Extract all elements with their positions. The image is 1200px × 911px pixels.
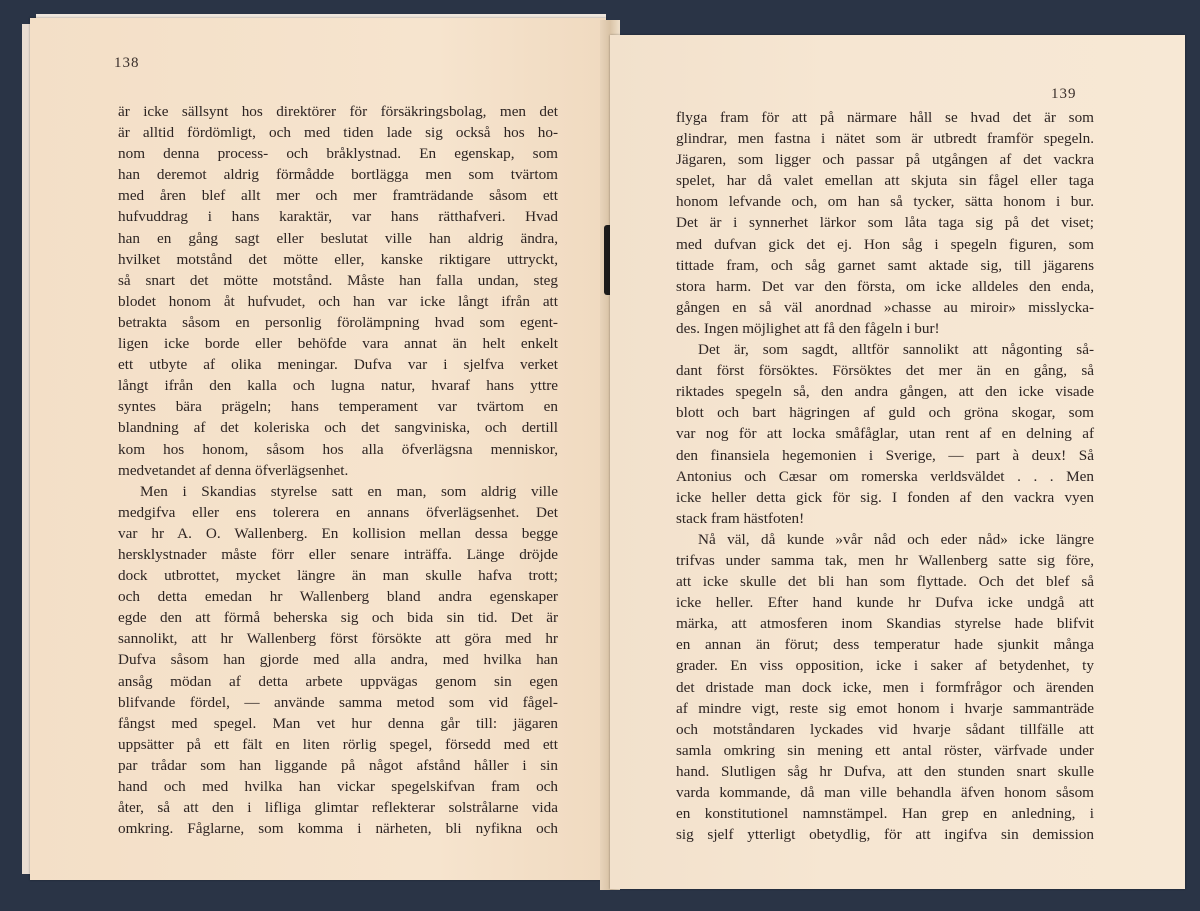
text-line: af mindre vigt, reste sig emot honom i hvarje sammanträde: [676, 699, 1094, 717]
text-line: blandning af det koleriska och det sangviniska, och dertill: [118, 419, 558, 437]
text-line: den finansiela hegemonien i Sverige, — part à deux! Så: [676, 446, 1094, 464]
text-line: Det är i synnerhet lärkor som låta taga sig på det viset;: [676, 214, 1094, 232]
text-line: ansåg mödan af detta arbete uppvägas genom sin egen: [118, 672, 558, 690]
text-line: att icke skulle det bli han som flyttade. Och det blef så: [676, 573, 1094, 591]
text-line: betrakta såsom en personlig förolämpning hvad som egent-: [118, 313, 558, 331]
text-line: sannolikt, att hr Wallenberg först försökte att göra med hr: [118, 630, 558, 648]
text-line: samla omkring sin mening ett antal röster, värfvade under: [676, 741, 1094, 759]
text-line: stora harm. Det var den första, om icke alldeles den enda,: [676, 277, 1094, 295]
text-line: medgifva eller ens tolerera en annans öfverlägsenhet. Det: [118, 503, 558, 521]
text-line: spelet, har då valet emellan att skjuta sin fågel eller taga: [676, 172, 1094, 190]
text-line: han en gång sagt eller beslutat ville han aldrig ändra,: [118, 229, 558, 247]
text-line: hvilket motstånd det mötte eller, kanske riktigare uttryckt,: [118, 250, 558, 268]
text-line: Det är, som sagdt, alltför sannolikt att någonting så-: [698, 341, 1094, 359]
text-line: åter, så att den i lifliga glimtar reflekterar solstrålarne vida: [118, 799, 558, 817]
text-line: Nå väl, då kunde »vår nåd och eder nåd» icke längre: [698, 530, 1094, 548]
text-line: glindrar, men fastna i nätet som är utbredt framför spegeln.: [676, 130, 1094, 148]
text-line: hufvuddrag i hans karaktär, var hans rätthafveri. Hvad: [118, 208, 558, 226]
text-line: Jägaren, som ligger och passar på utgången af det vackra: [676, 151, 1094, 169]
text-line: Antonius och Cæsar om romerska verldsväldet . . . Men: [676, 467, 1094, 485]
text-line: egde den att förmå beherska sig och bida sin tid. Det är: [118, 609, 558, 627]
text-line: flyga fram för att på närmare håll se hvad det är som: [676, 109, 1094, 126]
text-line: grader. En viss opposition, icke i saker af betydenhet, ty: [676, 657, 1094, 675]
text-line: blifvande fördel, — använde samma metod som vid fågel-: [118, 693, 558, 711]
left-page-text: [118, 101, 558, 839]
text-line: sig sjelf ytterligt obetydlig, för att ingifva sin demission: [676, 826, 1094, 844]
text-line: icke heller detta gick för sig. I fonden af den vackra vyen: [676, 488, 1094, 506]
text-line: par trådar som han liggande på något afstånd håller i sin: [118, 756, 558, 774]
text-line: omkring. Fåglarne, som komma i närheten, bli nyfikna och: [118, 820, 558, 838]
text-line: är icke sällsynt hos direktörer för försäkringsbolag, men det: [118, 103, 558, 120]
text-line: ett utbyte af olika meningar. Dufva var i sjelfva verket: [118, 356, 558, 374]
text-line: medvetandet af denna öfverlägsenhet.: [118, 461, 349, 479]
page-number-right: 139: [1051, 86, 1077, 102]
text-line: gången en så väl anordnad »chasse au miroir» misslycka-: [676, 298, 1094, 316]
text-line: icke heller. Efter hand kunde hr Dufva icke undgå att: [676, 594, 1094, 612]
text-line: fångst med spegel. Man vet hur denna går till: jägaren: [118, 714, 558, 732]
text-line: tittade fram, och såg garnet samt aktade sig, till jägarens: [676, 256, 1094, 274]
text-line: var nog för att locka småfåglar, utan rent af en delning af: [676, 425, 1094, 443]
text-line: nom denna process- och bråklystnad. En egenskap, som: [118, 145, 558, 163]
text-line: med dufvan gick det ej. Hon såg i spegeln figuren, som: [676, 235, 1094, 253]
text-line: hersklystnader måste förr eller senare inträffa. Länge dröjde: [118, 545, 558, 563]
right-page-text: [676, 107, 1094, 845]
page-number-left: 138: [114, 55, 140, 71]
text-line: är alltid fördömligt, och med tiden lade sig också hos ho-: [118, 124, 558, 142]
text-line: hand. Slutligen såg hr Dufva, att den stunden snart skulle: [676, 762, 1094, 780]
text-line: uppsätter på ett fält en liten rörlig spegel, försedd med ett: [118, 735, 558, 753]
left-page-edge: [22, 24, 30, 874]
text-line: des. Ingen möjlighet att få den fågeln i bur!: [676, 319, 940, 337]
text-line: han deremot aldrig förmådde bortlägga men som tvärtom: [118, 166, 558, 184]
text-line: blodet honom åt hufvudet, och han var icke långt ifrån att: [118, 292, 558, 310]
text-line: en konstitutionel namnstämpel. Han grep en anledning, i: [676, 805, 1094, 823]
text-line: det dristade man dock icke, men i formfrågor och ärenden: [676, 678, 1094, 696]
text-line: och motståndaren lyckades vid hvarje sådant tillfälle att: [676, 720, 1094, 738]
text-line: riktades spegeln så, den andra gången, att den icke visade: [676, 383, 1094, 401]
text-line: märka, att atmosferen inom Skandias styrelse hade blifvit: [676, 615, 1094, 633]
text-line: hand och med hvilka han vickar spegelskifvan fram och: [118, 778, 558, 795]
text-line: var hr A. O. Wallenberg. En kollision mellan dessa begge: [118, 524, 558, 542]
text-line: blott och bart hägringen af guld och gröna skogar, som: [676, 404, 1094, 422]
text-line: dant först försöktes. Försöktes det mer än en gång, så: [676, 362, 1094, 380]
text-line: stack fram hästfoten!: [676, 509, 805, 527]
text-line: ligen icke borde eller behöfde vara annat än helt enkelt: [118, 335, 558, 353]
text-line: så snart det mötte motstånd. Måste han falla undan, steg: [118, 271, 558, 289]
text-line: varda kommande, då man ville behandla äfven honom såsom: [676, 784, 1094, 801]
text-line: honom lefvande och, om han så tycker, sätta honom i bur.: [676, 193, 1094, 211]
text-line: Dufva såsom han gjorde med alla andra, med hvilka han: [118, 651, 558, 669]
text-line: och detta emedan hr Wallenberg bland andra egenskaper: [118, 588, 558, 606]
text-line: långt ifrån den kalla och lugna natur, hvaraf hans yttre: [118, 377, 558, 395]
text-line: Men i Skandias styrelse satt en man, som aldrig ville: [140, 482, 558, 500]
text-line: kom hos honom, såsom hos alla öfverlägsna menniskor,: [118, 440, 558, 458]
text-line: en annan än förut; dess temperatur hade sjunkit många: [676, 636, 1094, 654]
text-line: dock utbrottet, mycket längre än man skulle hafva trott;: [118, 567, 558, 585]
text-line: med åren blef allt mer och mer framträdande såsom ett: [118, 187, 558, 205]
text-line: trifvas under samma tak, men hr Wallenberg satte sig före,: [676, 551, 1094, 569]
text-line: syntes bära prägeln; hans temperament var tvärtom en: [118, 398, 558, 416]
